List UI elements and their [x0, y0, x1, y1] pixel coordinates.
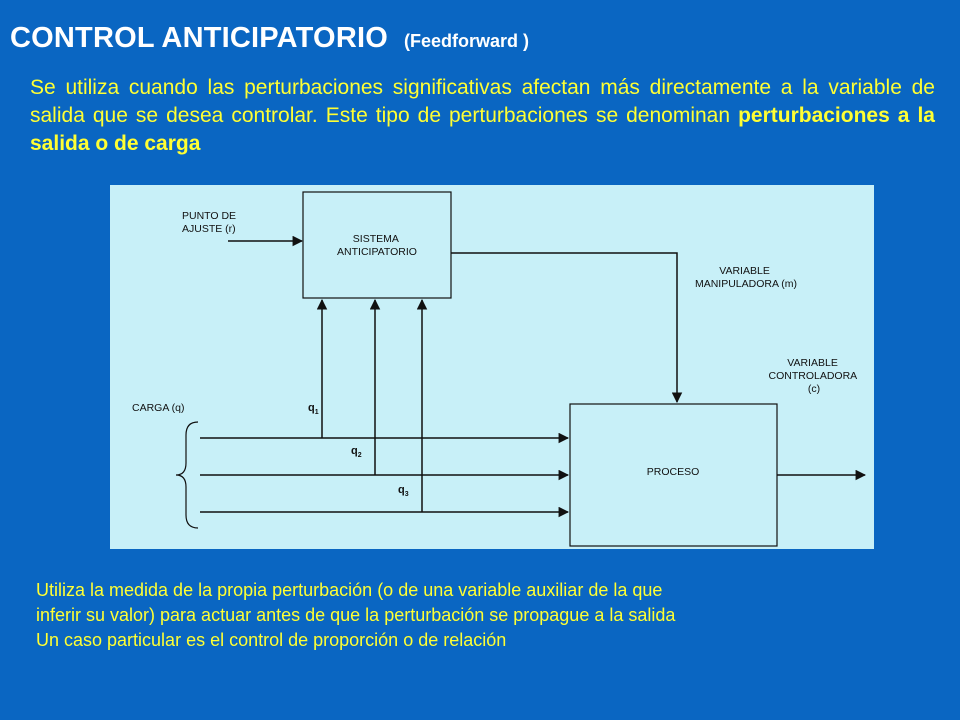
intro-text: Se utiliza cuando las perturbaciones significativas afectan más directamente a la variable de salida que se desea controlar. Este tipo de perturbaciones se denominan: [30, 76, 935, 127]
load-label: CARGA (q): [132, 402, 185, 414]
setpoint-label-line1: PUNTO DE: [182, 210, 237, 222]
slide-title: CONTROL ANTICIPATORIO: [10, 22, 388, 54]
q3-label: $q_3$: [398, 484, 409, 498]
controller-label-line2: ANTICIPATORIO: [337, 246, 417, 258]
footer-text: [36, 578, 936, 653]
footer-line-2: inferir su valor) para actuar antes de que la perturbación se propague a la salida: [36, 605, 676, 625]
feedforward-diagram: [110, 185, 874, 554]
intro-paragraph: [30, 74, 935, 158]
controller-label-line1: SISTEMA: [352, 233, 399, 245]
process-label: PROCESO: [646, 466, 700, 478]
slide-subtitle: (Feedforward ): [403, 31, 529, 51]
controlled-label-line2: CONTROLADORA: [768, 370, 857, 382]
footer-line-3: Un caso particular es el control de proporción o de relación: [36, 630, 507, 650]
diagram-background: [110, 185, 874, 549]
intro-bold-text: perturbaciones a la salida o de carga: [30, 104, 935, 155]
setpoint-label-line2: AJUSTE (r): [182, 223, 236, 235]
diagram-svg: [110, 185, 874, 549]
manipulated-label-line1: VARIABLE: [719, 265, 770, 277]
q1-label: $q_1$: [308, 402, 319, 416]
controlled-label-line3: (c): [807, 383, 821, 395]
manipulated-label-line2: MANIPULADORA (m): [694, 278, 798, 290]
footer-line-1: Utiliza la medida de la propia perturbación (o de una variable auxiliar de la que: [36, 580, 663, 600]
q2-label: $q_2$: [351, 445, 362, 459]
controlled-label-line1: VARIABLE: [787, 357, 838, 369]
slide-title-block: [10, 22, 529, 55]
setpoint-label: [182, 210, 239, 235]
